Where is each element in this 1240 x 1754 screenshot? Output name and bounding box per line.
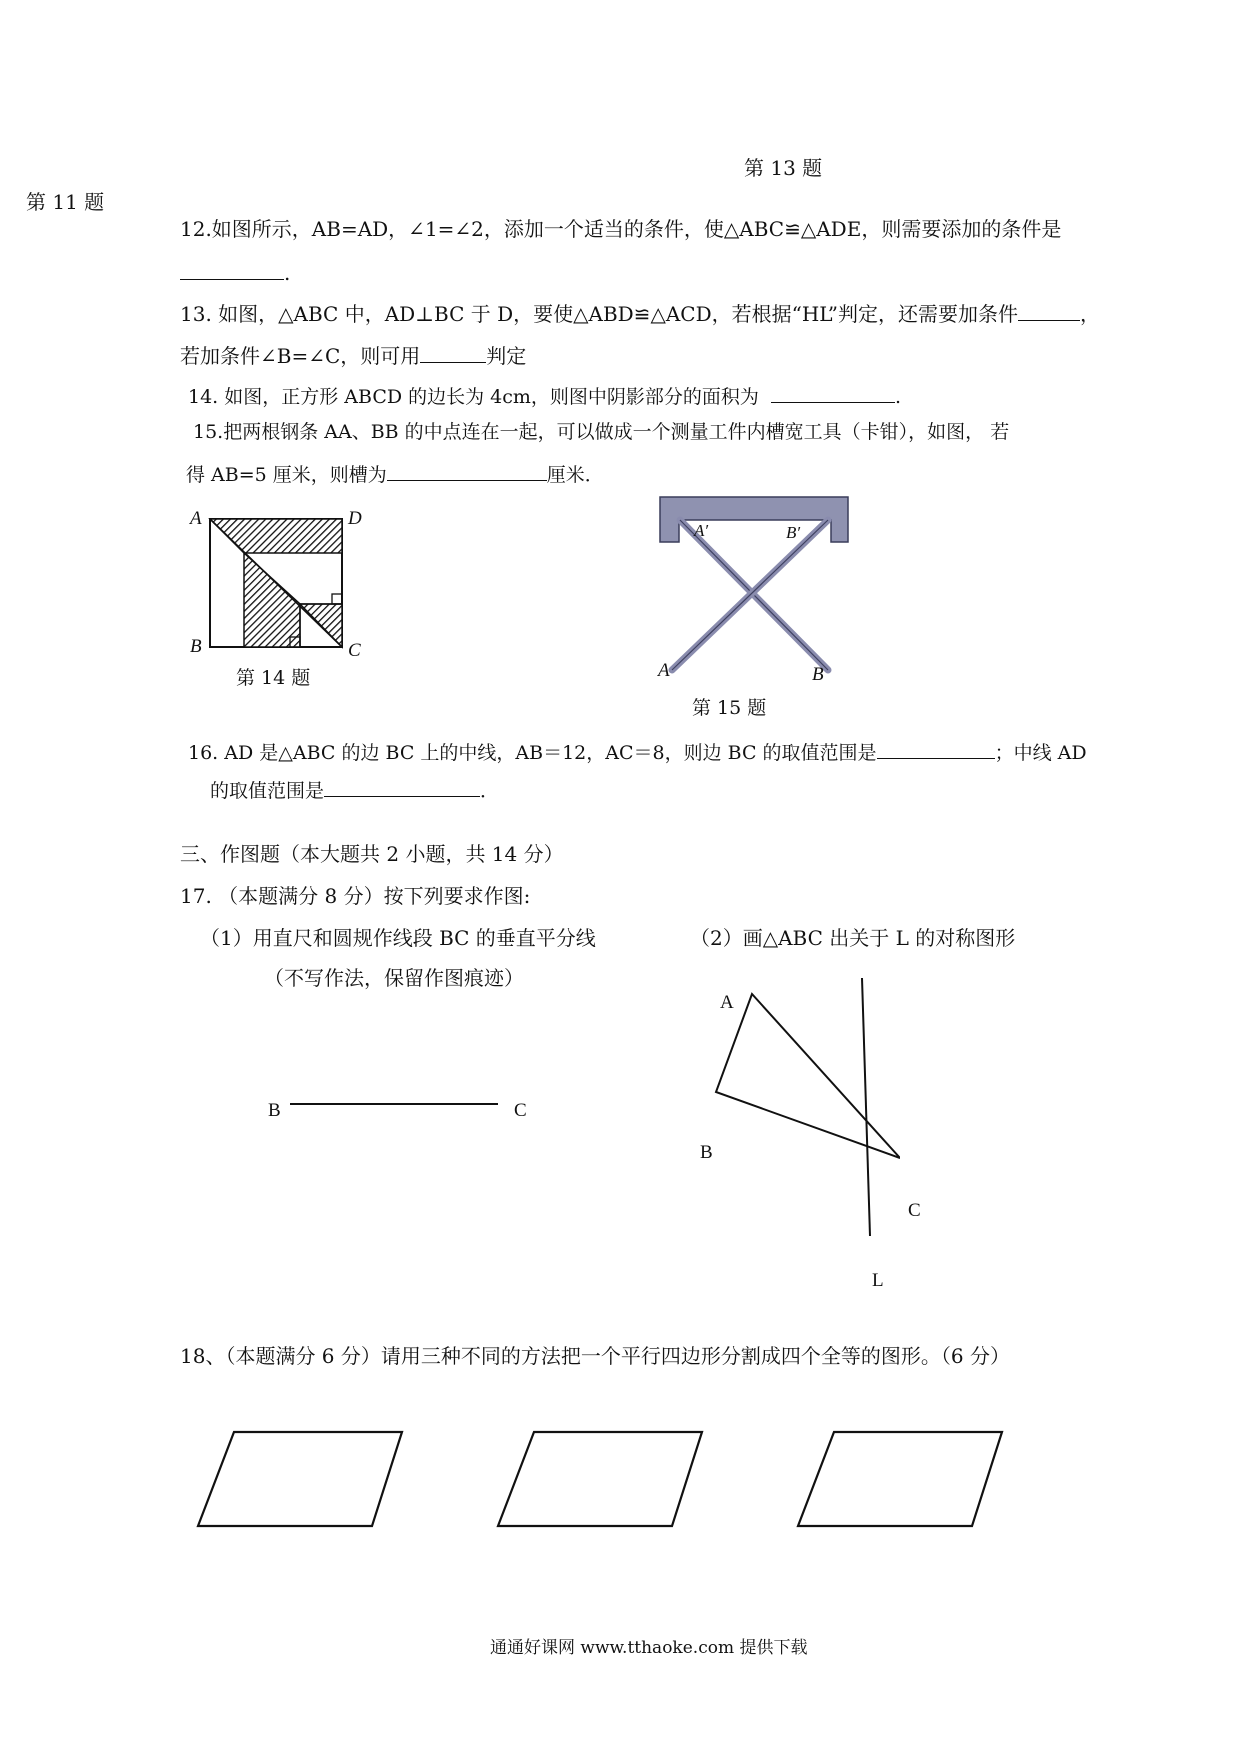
question-18: 18、（本题满分 6 分）请用三种不同的方法把一个平行四边形分割成四个全等的图形。（6 分） — [180, 1344, 1010, 1368]
page-footer: 通通好课网 www.tthaoke.com 提供下载 — [490, 1638, 808, 1658]
question-15-line2 — [186, 460, 604, 487]
fig14-label-b: B — [190, 636, 202, 657]
segment-label-b: B — [268, 1100, 281, 1121]
fig15-label-b: B — [812, 664, 824, 685]
question-15-end: 厘米． — [546, 464, 604, 486]
question-17-part1-note: （不写作法，保留作图痕迹） — [264, 966, 524, 990]
segment-bc-diagram — [280, 1090, 510, 1110]
question-17-part2: （2）画△ABC 出关于 L 的对称图形 — [690, 926, 1016, 950]
question-13-line2 — [180, 342, 526, 368]
figure-14-square-diagram — [184, 508, 384, 658]
answer-blank — [324, 776, 480, 797]
triangle-label-a: A — [720, 992, 734, 1013]
segment-label-c: C — [514, 1100, 527, 1121]
fig14-label-d: D — [348, 508, 362, 529]
question-13-end: 判定 — [486, 344, 527, 368]
answer-blank — [771, 382, 895, 403]
question-15-text: 得 AB=5 厘米，则槽为 — [186, 464, 387, 486]
fig14-label-a: A — [190, 508, 202, 529]
question-16-text: 16. AD 是△ABC 的边 BC 上的中线，AB＝12，AC＝8，则边 BC 的取值范围是 — [188, 742, 877, 764]
question-12-end: . — [284, 261, 291, 285]
question-16-line2 — [210, 776, 499, 803]
answer-blank — [420, 342, 486, 363]
question-13-text: 13. 如图，△ABC 中，AD⊥BC 于 D，要使△ABD≌△ACD，若根据“HL”判定，还需要加条件 — [180, 302, 1018, 326]
parallelogram-2 — [490, 1424, 710, 1534]
line-label-l: L — [872, 1270, 884, 1291]
fig15-label-a-prime: A′ — [694, 521, 709, 540]
question-16-line1 — [188, 738, 1087, 765]
answer-blank — [877, 738, 995, 759]
parallelogram-1 — [190, 1424, 410, 1534]
question-17: 17. （本题满分 8 分）按下列要求作图: — [180, 884, 531, 908]
section-3-heading: 三、作图题（本大题共 2 小题，共 14 分） — [180, 842, 564, 866]
fig14-label-c: C — [348, 640, 361, 661]
question-14-end: . — [894, 386, 902, 408]
question-12-answer — [180, 259, 290, 285]
triangle-label-c: C — [908, 1200, 921, 1221]
answer-blank — [387, 460, 547, 481]
question-15-line1: 15.把两根钢条 AA、BB 的中点连在一起，可以做成一个测量工件内槽宽工具（卡钳），如图， 若 — [193, 421, 1010, 443]
question-17-part1: （1）用直尺和圆规作线段 BC 的垂直平分线 — [200, 926, 596, 950]
fig15-label-b-prime: B′ — [786, 523, 801, 542]
question-12 — [180, 217, 1061, 241]
question-12-text: 12.如图所示，AB=AD，∠1=∠2，添加一个适当的条件，使△ABC≌△ADE，则需要添加的条件是 — [180, 217, 1062, 241]
question-14-text: 14. 如图，正方形 ABCD 的边长为 4cm，则图中阴影部分的面积为 — [188, 386, 759, 408]
figure-15-caliper-diagram — [650, 492, 860, 682]
fig15-label-a: A — [658, 660, 670, 681]
question-13-comma: ， — [1079, 302, 1100, 326]
question-14 — [188, 382, 901, 409]
answer-blank — [180, 259, 284, 280]
question-13-text2: 若加条件∠B=∠C，则可用 — [180, 344, 421, 368]
caption-q14: 第 14 题 — [236, 667, 311, 689]
question-16-text3: 的取值范围是 — [210, 780, 325, 802]
answer-blank — [1018, 300, 1080, 321]
question-13-line1 — [180, 300, 1100, 326]
caption-q13: 第 13 题 — [744, 156, 823, 180]
question-16-text2: ；中线 AD — [994, 742, 1087, 764]
triangle-label-b: B — [700, 1142, 713, 1163]
question-16-end: ． — [480, 780, 500, 802]
caption-q11: 第 11 题 — [26, 190, 105, 214]
parallelogram-3 — [790, 1424, 1010, 1534]
caption-q15: 第 15 题 — [692, 697, 767, 719]
